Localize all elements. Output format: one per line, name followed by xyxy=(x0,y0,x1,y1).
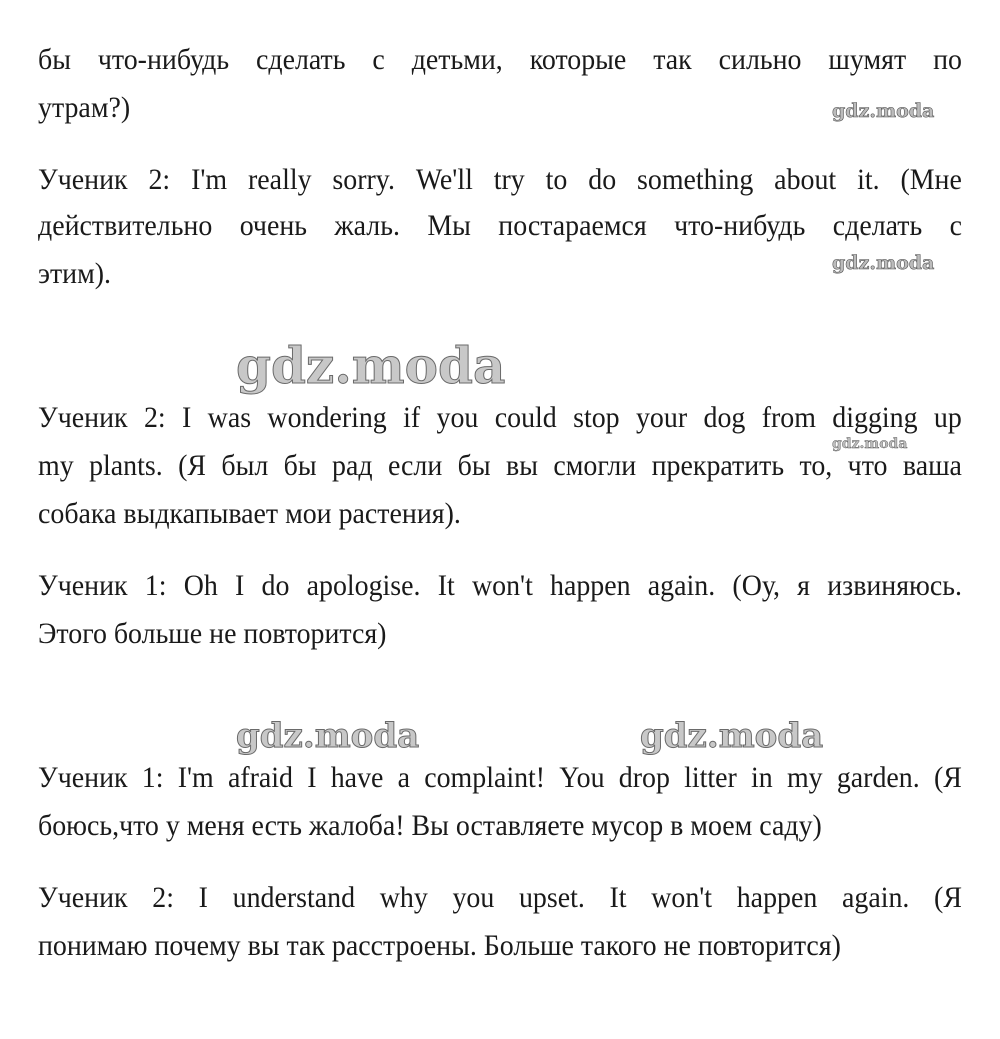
text-line-9 xyxy=(38,566,962,606)
word: my xyxy=(38,449,74,482)
word: очень xyxy=(239,209,308,242)
word: do xyxy=(588,163,617,196)
word: вы xyxy=(506,449,538,482)
word: Ученик xyxy=(38,163,128,196)
watermark: gdz.moda xyxy=(640,716,824,756)
word: why xyxy=(379,881,428,914)
word: again. xyxy=(647,569,716,602)
word: understand xyxy=(232,881,356,914)
word: if xyxy=(403,401,421,434)
word: dog xyxy=(703,401,746,434)
word: I xyxy=(182,401,192,434)
word: afraid xyxy=(227,761,294,794)
word: complaint! xyxy=(424,761,546,794)
word: happen xyxy=(736,881,818,914)
word: I'm xyxy=(191,163,228,196)
watermark: gdz.moda xyxy=(832,100,935,122)
word: apologise. xyxy=(306,569,421,602)
word: plants. xyxy=(89,449,163,482)
word: которые xyxy=(529,43,627,76)
word: it. xyxy=(857,163,880,196)
word: have xyxy=(330,761,384,794)
text-line-12: боюсь,что у меня есть жалоба! Вы оставляете мусор в моем саду) xyxy=(38,809,822,842)
word: a xyxy=(397,761,411,794)
text-line-11 xyxy=(38,758,962,798)
word: детьми, xyxy=(411,43,503,76)
word: 1: xyxy=(141,761,164,794)
word: really xyxy=(248,163,312,196)
text-line-10: Этого больше не повторится) xyxy=(38,617,387,650)
word: won't xyxy=(471,569,533,602)
word: Ученик xyxy=(38,881,128,914)
word: up xyxy=(933,401,962,434)
watermark: gdz.moda xyxy=(236,716,420,756)
watermark: gdz.moda xyxy=(832,252,935,274)
word: It xyxy=(609,881,627,914)
word: something xyxy=(637,163,754,196)
word: sorry. xyxy=(332,163,395,196)
word: с xyxy=(372,43,385,76)
word: happen xyxy=(550,569,631,602)
word: 1: xyxy=(144,569,167,602)
word: I xyxy=(198,881,208,914)
word: wondering xyxy=(267,401,387,434)
word: то, xyxy=(799,449,833,482)
word: drop xyxy=(618,761,670,794)
word: я xyxy=(797,569,811,602)
word: был xyxy=(221,449,269,482)
text-line-7 xyxy=(38,446,962,486)
word: жаль. xyxy=(334,209,400,242)
word: won't xyxy=(651,881,713,914)
word: что xyxy=(847,449,888,482)
text-line-3 xyxy=(38,160,962,200)
word: We'll xyxy=(415,163,473,196)
watermark: gdz.moda xyxy=(832,436,908,452)
word: (Я xyxy=(933,761,962,794)
word: was xyxy=(207,401,252,434)
word: you xyxy=(452,881,495,914)
text-line-13 xyxy=(38,878,962,918)
word: You xyxy=(559,761,605,794)
word: бы xyxy=(457,449,491,482)
word: litter xyxy=(684,761,737,794)
text-line-4 xyxy=(38,206,962,246)
word: с xyxy=(949,209,962,242)
text-line-5: этим). xyxy=(38,257,112,290)
word: Ученик xyxy=(38,569,128,602)
word: рад xyxy=(332,449,373,482)
word: смогли xyxy=(553,449,637,482)
word: ваша xyxy=(902,449,962,482)
word: по xyxy=(933,43,962,76)
word: шумят xyxy=(828,43,907,76)
word: Ученик xyxy=(38,401,128,434)
text-line-14: понимаю почему вы так расстроены. Больше такого не повторится) xyxy=(38,929,841,962)
word: could xyxy=(494,401,557,434)
word: сделать xyxy=(832,209,923,242)
word: 2: xyxy=(152,881,174,914)
word: I xyxy=(307,761,317,794)
word: I xyxy=(235,569,245,602)
word: It xyxy=(437,569,455,602)
word: stop xyxy=(573,401,620,434)
word: что-нибудь xyxy=(674,209,806,242)
word: about xyxy=(774,163,837,196)
word: если xyxy=(387,449,443,482)
text-line-1 xyxy=(38,40,962,80)
word: from xyxy=(761,401,816,434)
word: Oh xyxy=(183,569,218,602)
word: (Я xyxy=(178,449,206,482)
word: try xyxy=(493,163,525,196)
word: do xyxy=(261,569,290,602)
word: again. xyxy=(841,881,910,914)
word: извиняюсь. xyxy=(827,569,962,602)
word: сильно xyxy=(718,43,802,76)
word: так xyxy=(653,43,692,76)
word: постараемся xyxy=(498,209,647,242)
word: I'm xyxy=(177,761,214,794)
word: бы xyxy=(38,43,71,76)
word: Мы xyxy=(427,209,471,242)
word: in xyxy=(751,761,773,794)
text-line-2: утрам?) xyxy=(38,91,131,124)
watermark: gdz.moda xyxy=(236,336,506,395)
word: Ученик xyxy=(38,761,128,794)
word: сделать xyxy=(256,43,346,76)
word: garden. xyxy=(836,761,920,794)
word: you xyxy=(436,401,479,434)
text-line-6 xyxy=(38,398,962,438)
word: digging xyxy=(832,401,918,434)
word: (Оу, xyxy=(732,569,780,602)
word: your xyxy=(635,401,688,434)
word: (Мне xyxy=(900,163,962,196)
word: (Я xyxy=(934,881,962,914)
word: 2: xyxy=(143,401,166,434)
word: бы xyxy=(283,449,317,482)
word: 2: xyxy=(148,163,171,196)
word: действительно xyxy=(38,209,213,242)
word: прекратить xyxy=(651,449,785,482)
word: upset. xyxy=(518,881,585,914)
text-line-8: собака выдкапывает мои растения). xyxy=(38,497,461,530)
word: что-нибудь xyxy=(97,43,230,76)
word: to xyxy=(545,163,568,196)
word: my xyxy=(786,761,823,794)
